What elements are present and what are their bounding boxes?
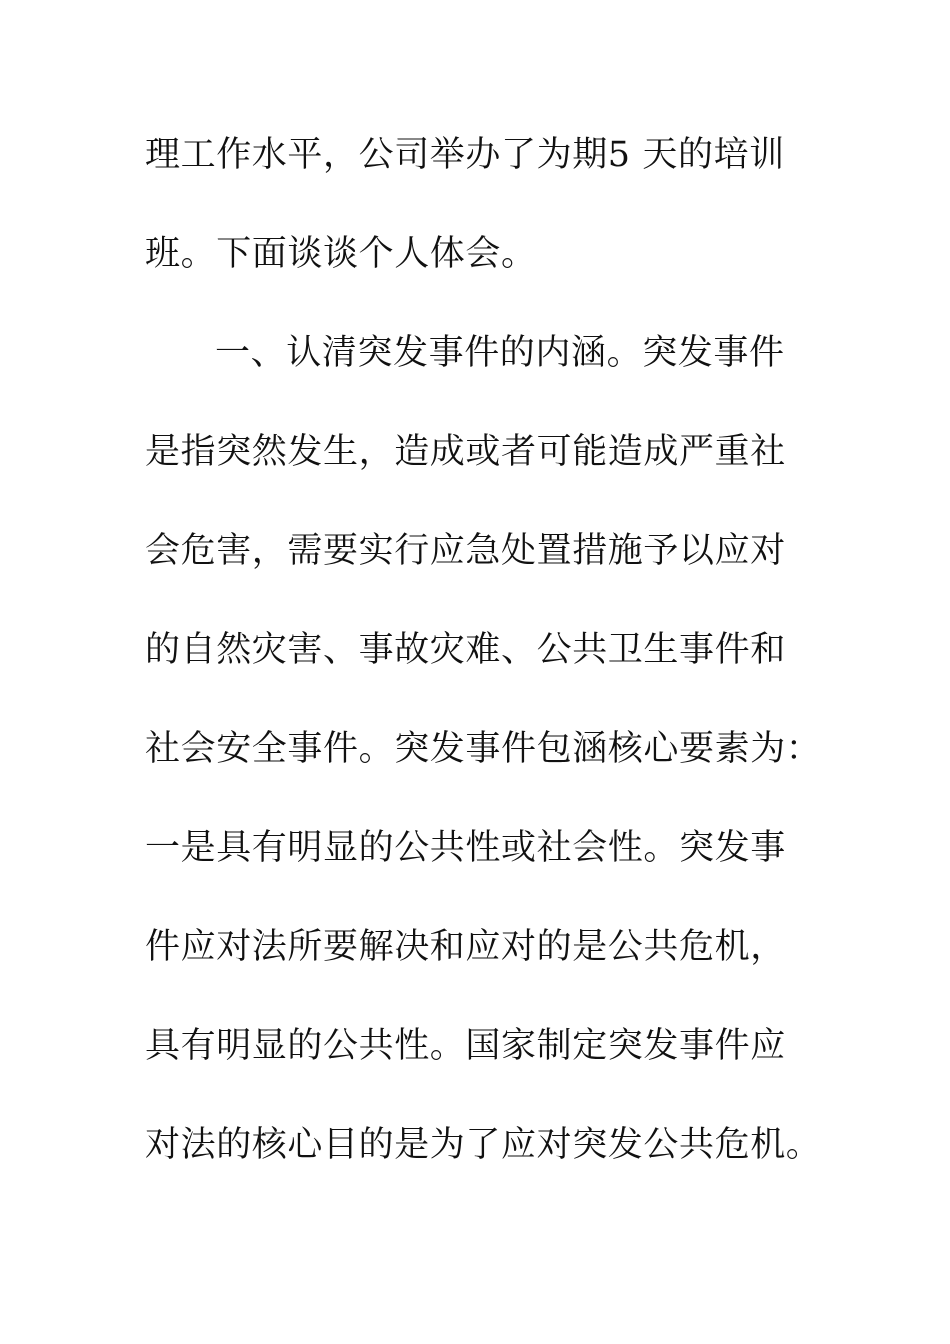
text-line-11: 对法的核心目的是为了应对突发公共危机。: [145, 1125, 822, 1165]
text-line-10: 具有明显的公共性。国家制定突发事件应: [145, 1026, 786, 1066]
text-line-2: 班。下面谈谈个人体会。: [145, 234, 537, 274]
text-line-7: 社会安全事件。突发事件包涵核心要素为：: [145, 729, 822, 769]
paragraph-heading-line: 一、认清突发事件的内涵。突发事件: [215, 333, 785, 373]
text-line-9: 件应对法所要解决和应对的是公共危机，: [145, 927, 786, 967]
text-line-8: 一是具有明显的公共性或社会性。突发事: [145, 828, 786, 868]
text-line-5: 会危害，需要实行应急处置措施予以应对: [145, 531, 786, 571]
text-line-6: 的自然灾害、事故灾难、公共卫生事件和: [145, 630, 786, 670]
text-line-4: 是指突然发生，造成或者可能造成严重社: [145, 432, 786, 472]
text-line-1: 理工作水平，公司举办了为期5 天的培训: [145, 135, 785, 175]
